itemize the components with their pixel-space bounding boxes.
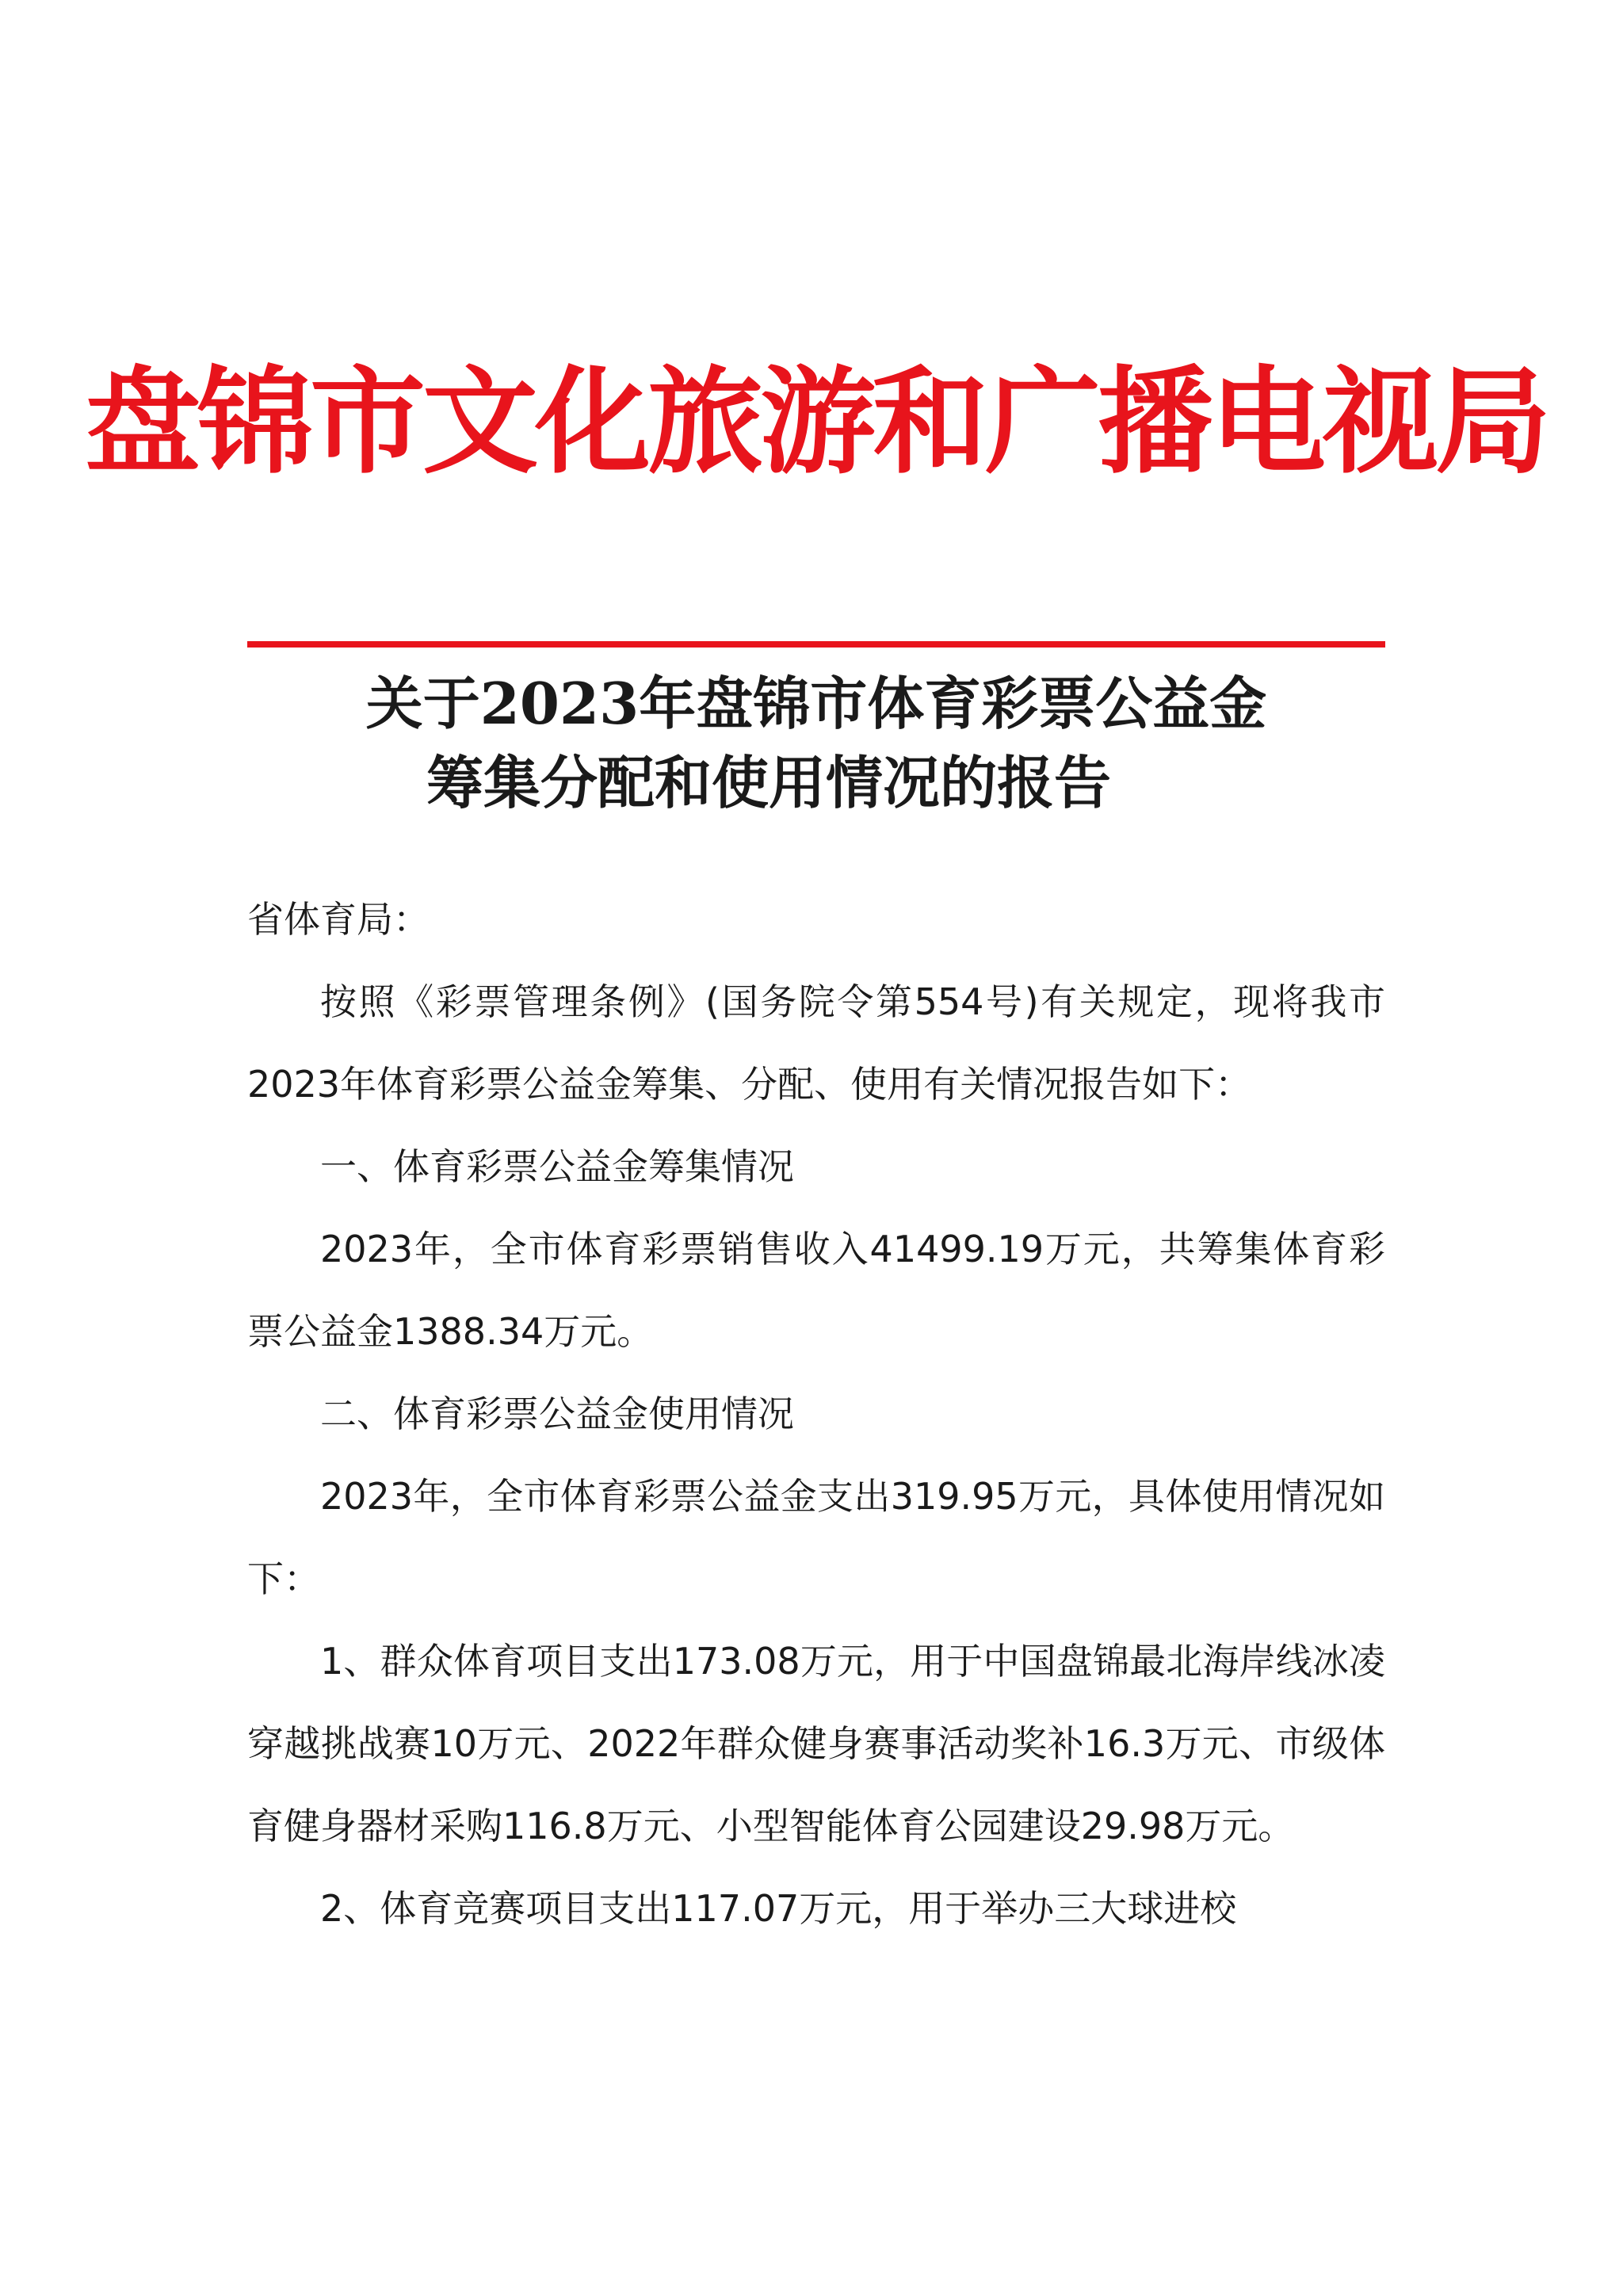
title-line-2: 筹集分配和使用情况的报告	[426, 749, 1111, 816]
title-line-1: 关于2023年盘锦市体育彩票公益金	[365, 670, 1267, 737]
paragraph-item-1: 1、群众体育项目支出173.08万元，用于中国盘锦最北海岸线冰凌穿越挑战赛10万元、2022年群众健身赛事活动奖补16.3万元、市级体育健身器材采购116.8万元、小型智能体育公园建设29.98万元。	[247, 1640, 1385, 1847]
paragraph-item-2: 2、体育竞赛项目支出117.07万元，用于举办三大球进校	[320, 1887, 1237, 1930]
paragraph-fundraising: 2023年，全市体育彩票销售收入41499.19万元，共筹集体育彩票公益金1388.34万元。	[247, 1228, 1385, 1353]
section-heading-1: 一、体育彩票公益金筹集情况	[320, 1145, 794, 1188]
document-body	[247, 878, 1385, 1950]
document-title	[238, 664, 1395, 823]
paragraph-expenditure: 2023年，全市体育彩票公益金支出319.95万元，具体使用情况如下：	[247, 1475, 1385, 1600]
section-heading-2: 二、体育彩票公益金使用情况	[320, 1392, 794, 1435]
red-divider-rule	[247, 641, 1385, 648]
masthead-org-name: 盘锦市文化旅游和广播电视局	[85, 355, 1548, 490]
paragraph-intro: 按照《彩票管理条例》(国务院令第554号)有关规定，现将我市2023年体育彩票公益金筹集、分配、使用有关情况报告如下：	[247, 980, 1385, 1106]
addressee: 省体育局：	[247, 898, 430, 941]
